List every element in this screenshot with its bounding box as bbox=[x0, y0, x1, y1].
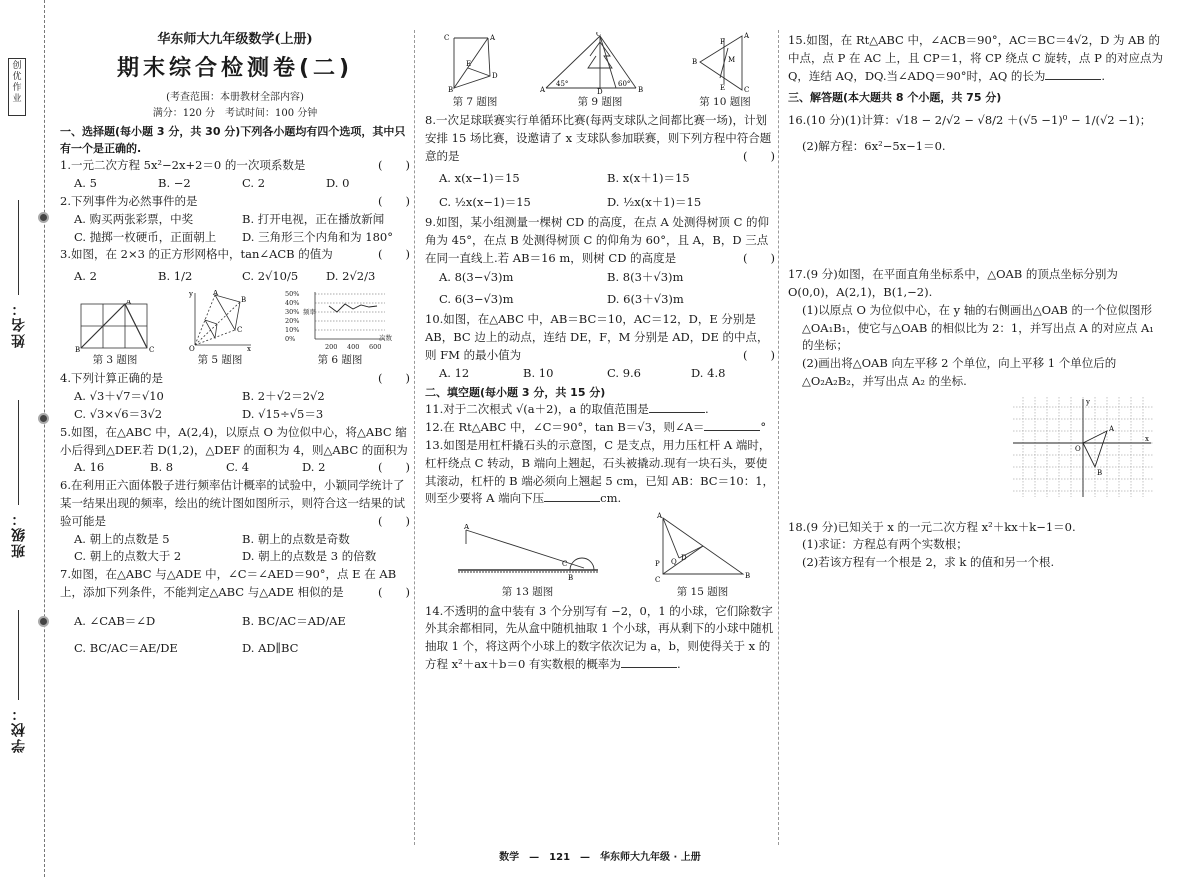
answer-blank[interactable] bbox=[1045, 69, 1101, 80]
svg-text:C: C bbox=[744, 86, 750, 94]
option[interactable]: A. 购买两张彩票，中奖 bbox=[74, 211, 194, 226]
triangle-figure bbox=[440, 32, 510, 94]
section-heading: 三、解答题(本大题共 8 个小题，共 75 分) bbox=[788, 91, 1002, 105]
option[interactable]: B. 朝上的点数是奇数 bbox=[242, 531, 350, 546]
column-1 bbox=[60, 30, 410, 663]
isosceles-figure bbox=[690, 32, 760, 94]
figure-q5 bbox=[185, 290, 255, 368]
xtick: 200 bbox=[325, 343, 338, 352]
binding-margin bbox=[0, 0, 52, 877]
column-divider bbox=[414, 30, 415, 845]
svg-text:B: B bbox=[744, 572, 750, 581]
svg-text:E: E bbox=[720, 84, 726, 92]
series-title: 华东师大九年级数学(上册) bbox=[157, 32, 313, 47]
school-label: 学校： bbox=[11, 705, 27, 753]
question-8: 8.一次足球联赛实行单循环比赛(每两支球队之间都比赛一场)，计划安排 15 场比赛，设邀请了 x 支球队参加联赛，则下列方程中符合题意的是 ( ) A. x(x−1)＝15 B. x(x＋1)＝15 C. ½x(x−1)＝15 D. ½x(x＋1)＝15 bbox=[425, 112, 775, 214]
svg-text:B: B bbox=[1097, 468, 1103, 477]
figure-q7 bbox=[440, 32, 510, 110]
answer-paren[interactable]: ( ) bbox=[378, 513, 410, 528]
svg-text:B: B bbox=[448, 86, 454, 94]
figure-row bbox=[60, 290, 410, 368]
column-2 bbox=[425, 32, 775, 674]
figure-row bbox=[425, 32, 775, 110]
option[interactable]: A. 朝上的点数是 5 bbox=[74, 531, 170, 546]
option[interactable]: D. AD∥BC bbox=[242, 641, 299, 656]
question-6: 6.在利用正六面体骰子进行频率估计概率的试验中，小颖同学统计了某一结果出现的频率，绘出的统计图如图所示，则符合这一结果的试验可能是 ( ) A. 朝上的点数是 5 B. 朝上的点数是奇数 C. 朝上的点数大于 2 D. 朝上的点数是 3 的倍数 bbox=[60, 477, 410, 566]
option[interactable]: C. 9.6 bbox=[607, 365, 641, 380]
rotation-figure bbox=[653, 512, 753, 584]
answer-paren[interactable]: ( ) bbox=[378, 247, 410, 262]
xtick: 400 bbox=[347, 343, 360, 352]
ytick: 20% bbox=[285, 317, 300, 326]
svg-text:y: y bbox=[1086, 397, 1090, 406]
frequency-chart bbox=[285, 290, 395, 352]
option[interactable]: D. 2 bbox=[302, 460, 326, 475]
ytick: 0% bbox=[285, 335, 296, 344]
option[interactable]: D. 三角形三个内角和为 180° bbox=[242, 229, 393, 244]
option[interactable]: A. 12 bbox=[439, 365, 470, 380]
svg-text:B: B bbox=[692, 58, 698, 66]
svg-text:C: C bbox=[654, 576, 660, 585]
question-18-2: (2)若该方程有一个根是 2，求 k 的值和另一个根. bbox=[802, 555, 1055, 570]
figure-caption: 第 13 题图 bbox=[501, 586, 554, 599]
svg-text:Q: Q bbox=[670, 558, 677, 567]
svg-text:C: C bbox=[149, 346, 155, 353]
answer-paren[interactable]: ( ) bbox=[378, 585, 410, 600]
figure-q15 bbox=[653, 512, 753, 600]
option[interactable]: A. x(x−1)＝15 bbox=[439, 170, 520, 185]
ytick: 40% bbox=[285, 299, 300, 308]
svg-text:60°: 60° bbox=[618, 80, 631, 88]
figure-q10 bbox=[690, 32, 760, 110]
option[interactable]: D. 朝上的点数是 3 的倍数 bbox=[242, 549, 377, 564]
option[interactable]: D. 4.8 bbox=[691, 365, 726, 380]
xlabel: 次数 bbox=[379, 334, 392, 343]
answer-blank[interactable] bbox=[621, 657, 677, 668]
option[interactable]: D. √15÷√5＝3 bbox=[242, 406, 324, 421]
answer-blank[interactable] bbox=[544, 491, 600, 502]
question-1: 1.一元二次方程 5x²−2x+2＝0 的一次项系数是 ( ) A. 5 B. −2 C. 2 D. 0 bbox=[60, 157, 410, 193]
question-17-1: (1)以原点 O 为位似中心，在 y 轴的右侧画出△OAB 的一个位似图形△OA₁B₁，使它与△OAB 的相似比为 2：1，并写出点 A 的对应点 A₁ 的坐标； bbox=[802, 302, 1154, 353]
option[interactable]: B. 2＋√2＝2√2 bbox=[242, 389, 325, 404]
answer-space[interactable] bbox=[788, 156, 1168, 266]
svg-text:B: B bbox=[241, 296, 247, 305]
question-15: 15.如图，在 Rt△ABC 中，∠ACB＝90°，AC＝BC＝4√2，D 为 AB 的中点，点 P 在 AC 上，且 CP＝1，将 CP 绕点 C 旋转，点 P 的对应点为 Q，连结 AQ，DQ.当∠ADQ＝90°时，AQ 的长为 . bbox=[788, 33, 1163, 83]
figure-caption: 第 3 题图 bbox=[92, 354, 138, 367]
svg-text:O: O bbox=[1075, 444, 1081, 453]
question-17-2: (2)画出将△OAB 向左平移 2 个单位，向上平移 1 个单位后的△O₂A₂B₂，并写出点 A₂ 的坐标. bbox=[802, 356, 1117, 388]
svg-text:F: F bbox=[720, 38, 725, 46]
option[interactable]: A. 2 bbox=[74, 269, 97, 284]
page-title: 期末综合检测卷(二) bbox=[116, 56, 354, 82]
svg-text:A: A bbox=[490, 34, 496, 42]
question-3: 3.如图，在 2×3 的正方形网格中，tan∠ACB 的值为 ( ) A. 2 B. 1/2 C. 2√10/5 D. 2√2/3 bbox=[60, 246, 410, 286]
question-16-2: (2)解方程：6x²−5x−1＝0. bbox=[802, 139, 946, 154]
tear-line bbox=[44, 0, 45, 877]
section-heading: 二、填空题(每小题 3 分，共 15 分) bbox=[425, 386, 606, 400]
svg-text:P: P bbox=[654, 560, 660, 569]
answer-paren[interactable]: ( ) bbox=[743, 347, 775, 362]
similar-triangles-figure bbox=[185, 290, 255, 352]
question-14: 14.不透明的盒中装有 3 个分别写有 −2，0，1 的小球，它们除数字外其余都相同，先从盒中随机抽取 1 个小球，再从剩下的小球中随机抽取 1 个，将这两个小球上的数字依次记为 a，b，则使得关于 x 的方程 x²＋ax＋b＝0 有实数根的概率为 . bbox=[425, 603, 774, 671]
grid-figure bbox=[1013, 397, 1153, 497]
question-18: 18.(9 分)已知关于 x 的一元二次方程 x²＋kx＋k−1＝0. bbox=[788, 519, 1076, 534]
figure-caption: 第 5 题图 bbox=[197, 354, 243, 367]
question-10: 10.如图，在△ABC 中，AB＝BC＝10，AC＝12，D，E 分别是 AB，BC 边上的动点，连结 DE，F，M 分别是 AD，DE 的中点，则 FM 的最小值为 ( ) A. 12 B. 10 C. 9.6 D. 4.8 bbox=[425, 311, 775, 382]
svg-text:C: C bbox=[444, 34, 450, 42]
column-3 bbox=[788, 32, 1168, 572]
answer-blank[interactable] bbox=[649, 402, 705, 413]
figure-caption: 第 10 题图 bbox=[699, 96, 751, 108]
option[interactable]: A. 5 bbox=[74, 176, 97, 191]
coordinate-grid bbox=[788, 397, 1168, 503]
question-16-1: 16.(10 分)(1)计算：√18 − 2/√2 − √8/2 ＋(√5 −1)⁰ − 1/(√2 −1)； bbox=[788, 113, 1152, 128]
school-line[interactable] bbox=[18, 610, 19, 700]
question-2: 2.下列事件为必然事件的是 ( ) A. 购买两张彩票，中奖 B. 打开电视，正在播放新闻 C. 抛掷一枚硬币，正面朝上 D. 三角形三个内角和为 180° bbox=[60, 193, 410, 246]
question-5: 5.如图，在△ABC 中，A(2,4)，以原点 O 为位似中心，将△ABC 缩小后得到△DEF.若 D(1,2)，△DEF 的面积为 4，则△ABC 的面积为 ( ) A. 16 B. 8 C. 4 D. 2 bbox=[60, 424, 410, 477]
svg-text:A: A bbox=[213, 290, 219, 298]
option[interactable]: C. BC/AC＝AE/DE bbox=[74, 641, 178, 656]
ylabel: 频率 bbox=[303, 308, 316, 317]
svg-text:C: C bbox=[596, 32, 602, 38]
option[interactable]: C. 4 bbox=[226, 460, 250, 475]
name-line[interactable] bbox=[18, 200, 19, 295]
binding-hole bbox=[38, 413, 49, 424]
question-12: 12.在 Rt△ABC 中，∠C＝90°，tan B＝√3，则∠A＝ ° bbox=[425, 420, 767, 435]
answer-paren[interactable]: ( ) bbox=[378, 158, 410, 173]
option[interactable]: B. 打开电视，正在播放新闻 bbox=[242, 211, 385, 226]
class-line[interactable] bbox=[18, 400, 19, 505]
grid-figure bbox=[75, 300, 155, 352]
column-divider bbox=[778, 30, 779, 845]
svg-text:B: B bbox=[567, 574, 573, 583]
option[interactable]: A. ∠CAB＝∠D bbox=[74, 613, 156, 628]
option[interactable]: C. 2√10/5 bbox=[242, 269, 299, 284]
svg-text:45°: 45° bbox=[556, 80, 569, 88]
option[interactable]: D. ½x(x＋1)＝15 bbox=[607, 194, 702, 209]
binding-hole bbox=[38, 616, 49, 627]
svg-text:A: A bbox=[1109, 424, 1115, 433]
answer-paren[interactable]: ( ) bbox=[743, 148, 775, 163]
question-17: 17.(9 分)如图，在平面直角坐标系中，△OAB 的顶点坐标分别为 O(0,0)，A(2,1)，B(1,−2). bbox=[788, 267, 1118, 299]
svg-text:A: A bbox=[126, 300, 132, 307]
svg-text:x: x bbox=[247, 345, 251, 353]
svg-text:A: A bbox=[656, 512, 662, 521]
ytick: 50% bbox=[285, 290, 300, 299]
question-11: 11.对于二次根式 √(a＋2)，a 的取值范围是 . bbox=[425, 402, 709, 417]
question-7: 7.如图，在△ABC 与△ADE 中，∠C＝∠AED＝90°，点 E 在 AB 上，添加下列条件，不能判定△ABC 与△ADE 相似的是 ( ) A. ∠CAB＝∠D B. BC/AC＝AD/AE C. BC/AC＝AE/DE D. AD∥BC bbox=[60, 566, 410, 663]
figure-q3 bbox=[75, 300, 155, 368]
option[interactable]: C. ½x(x−1)＝15 bbox=[439, 194, 531, 209]
figure-caption: 第 9 题图 bbox=[577, 96, 623, 108]
option[interactable]: D. 2√2/3 bbox=[326, 269, 376, 284]
svg-text:y: y bbox=[189, 290, 193, 299]
option[interactable]: D. 6(3＋√3)m bbox=[607, 292, 684, 307]
answer-paren[interactable]: ( ) bbox=[378, 193, 410, 208]
option[interactable]: A. 16 bbox=[74, 460, 105, 475]
option[interactable]: C. √3×√6＝3√2 bbox=[74, 406, 163, 421]
svg-text:C: C bbox=[561, 560, 567, 569]
page-footer: 数学 — 121 — 华东师大九年级 · 上册 bbox=[499, 852, 701, 863]
question-9: 9.如图，某小组测量一棵树 CD 的高度，在点 A 处测得树顶 C 的仰角为 45°，在点 B 处测得树顶 C 的仰角为 60°，且 A，B，D 三点在同一直线上.若 AB＝16 m，则树 CD 的高度是 ( ) A. 8(3−√3)m B. 8(3＋√3)m C. 6(3−√3)m D. 6(3＋√3)m bbox=[425, 214, 775, 311]
exam-scope: (考查范围：本册教材全部内容) bbox=[166, 92, 304, 104]
option[interactable]: B. 8 bbox=[150, 460, 174, 475]
svg-text:C: C bbox=[237, 326, 243, 335]
section-heading: 一、选择题(每小题 3 分，共 30 分)下列各小题均有四个选项，其中只有一个是正确的. bbox=[60, 125, 406, 156]
figure-q9 bbox=[540, 32, 660, 110]
figure-caption: 第 15 题图 bbox=[676, 586, 729, 599]
svg-text:D: D bbox=[492, 72, 498, 80]
answer-paren[interactable]: ( ) bbox=[743, 250, 775, 265]
option[interactable]: A. √3＋√7＝√10 bbox=[74, 389, 164, 404]
option[interactable]: C. 抛掷一枚硬币，正面朝上 bbox=[74, 229, 217, 244]
name-label: 姓名： bbox=[11, 300, 27, 348]
svg-text:E: E bbox=[466, 60, 472, 68]
svg-text:A: A bbox=[463, 524, 469, 532]
svg-text:M: M bbox=[728, 56, 736, 64]
figure-caption: 第 7 题图 bbox=[452, 96, 498, 108]
lever-figure bbox=[448, 524, 608, 584]
class-label: 班级： bbox=[11, 510, 27, 558]
svg-text:A: A bbox=[540, 86, 546, 94]
tree-angle-figure bbox=[540, 32, 660, 94]
svg-text:O: O bbox=[189, 345, 195, 353]
option[interactable]: D. 0 bbox=[326, 176, 350, 191]
question-13: 13.如图是用杠杆撬石头的示意图，C 是支点，用力压杠杆 A 端时，杠杆绕点 C 转动，B 端向上翘起，石头被撬动.现有一块石头，要使其滚动，杠杆的 B 端必须向上翘起 5 cm，已知 AB：BC＝10：1，则至少要将 A 端向下压 cm. bbox=[425, 438, 775, 506]
figure-q13 bbox=[448, 524, 608, 600]
svg-text:D: D bbox=[680, 554, 687, 563]
exam-meta: 满分：120 分 考试时间：100 分钟 bbox=[152, 107, 318, 119]
question-18-1: (1)求证：方程总有两个实数根； bbox=[802, 537, 968, 552]
ytick: 10% bbox=[285, 326, 300, 335]
svg-text:B: B bbox=[75, 346, 81, 353]
figure-row bbox=[425, 512, 775, 600]
option[interactable]: B. 1/2 bbox=[158, 269, 193, 284]
answer-paren[interactable]: ( ) bbox=[378, 371, 410, 386]
option[interactable]: C. 2 bbox=[242, 176, 266, 191]
figure-caption: 第 6 题图 bbox=[317, 354, 363, 367]
svg-text:x: x bbox=[1145, 434, 1149, 443]
svg-text:D: D bbox=[597, 88, 603, 94]
option[interactable]: B. x(x＋1)＝15 bbox=[607, 170, 690, 185]
answer-paren[interactable]: ( ) bbox=[378, 460, 410, 475]
option[interactable]: B. BC/AC＝AD/AE bbox=[242, 613, 346, 628]
question-4: 4.下列计算正确的是 ( ) A. √3＋√7＝√10 B. 2＋√2＝2√2 C. √3×√6＝3√2 D. √15÷√5＝3 bbox=[60, 370, 410, 423]
ytick: 30% bbox=[285, 308, 300, 317]
option[interactable]: B. 8(3＋√3)m bbox=[607, 270, 684, 285]
xtick: 600 bbox=[369, 343, 382, 352]
option[interactable]: C. 6(3−√3)m bbox=[439, 292, 514, 307]
svg-text:A: A bbox=[744, 32, 750, 40]
binding-hole bbox=[38, 212, 49, 223]
series-badge: 创优作业 bbox=[8, 58, 26, 116]
answer-blank[interactable] bbox=[704, 420, 760, 431]
option[interactable]: B. 10 bbox=[523, 365, 554, 380]
option[interactable]: B. −2 bbox=[158, 176, 191, 191]
figure-q6 bbox=[285, 290, 395, 368]
option[interactable]: C. 朝上的点数大于 2 bbox=[74, 549, 182, 564]
svg-text:B: B bbox=[638, 86, 644, 94]
option[interactable]: A. 8(3−√3)m bbox=[439, 270, 514, 285]
